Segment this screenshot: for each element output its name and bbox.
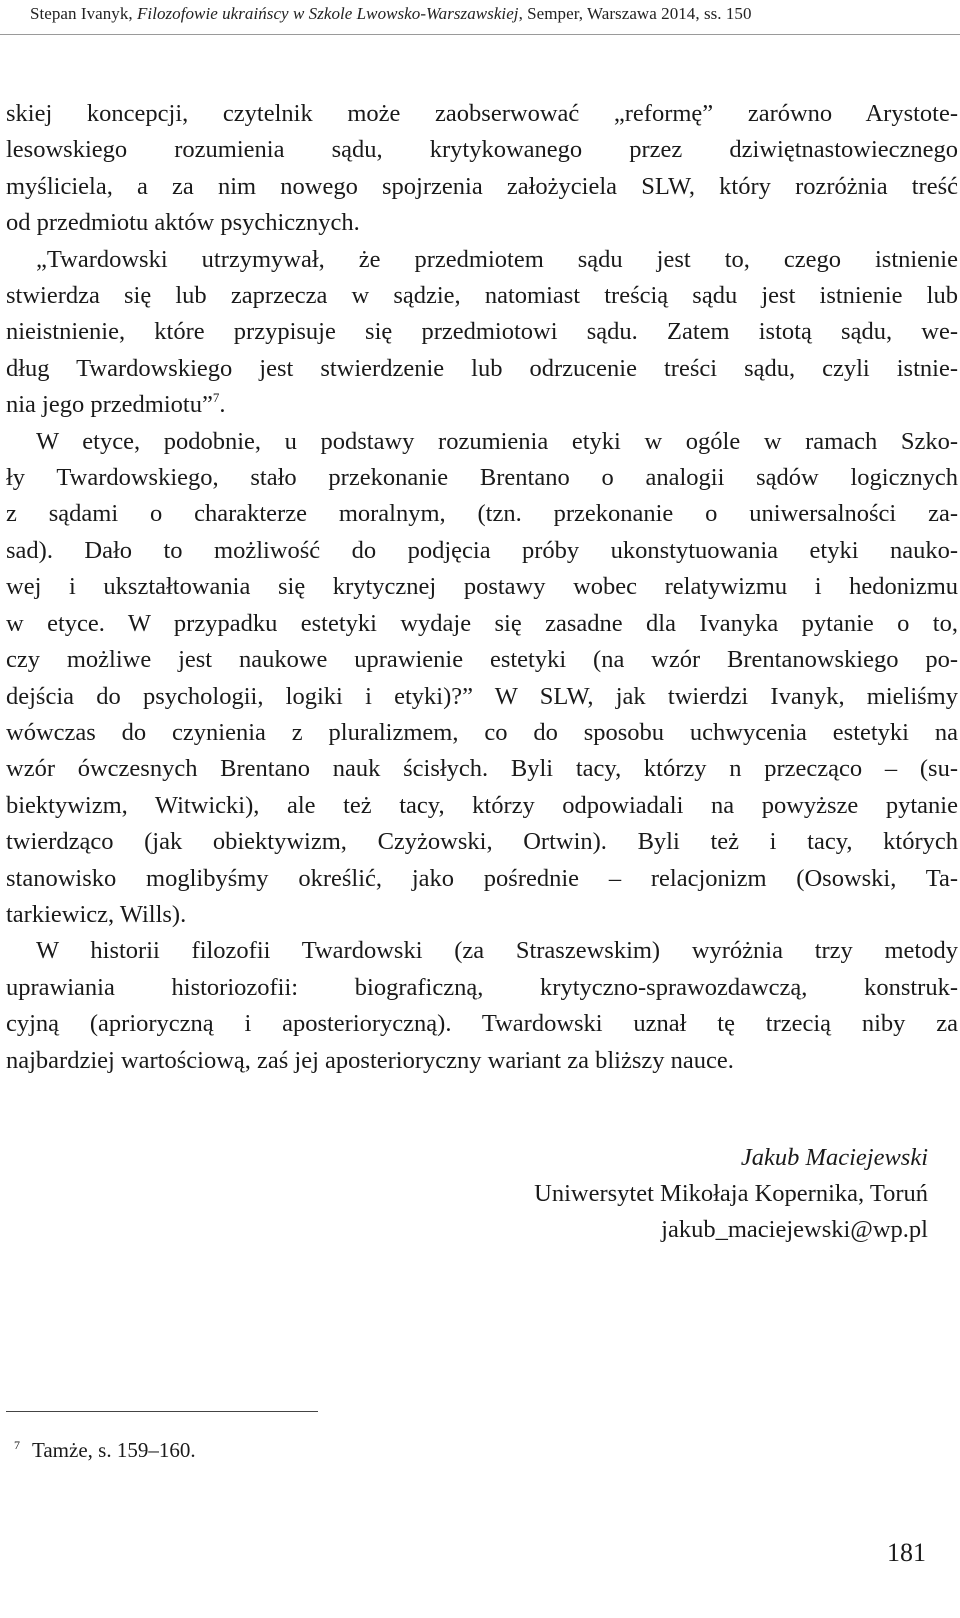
sentence-end: . [219,391,226,419]
text-line: wej i ukształtowania się krytycznej postawy wobec relatywizmu i hedonizmu [6,573,958,601]
text-line: tarkiewicz, Wills). [6,900,187,928]
text-line: W historii filozofii Twardowski (za Straszewskim) wyróżnia trzy metody [36,937,958,965]
text-line: wówczas do czynienia z pluralizmem, co do sposobu uchwycenia estetyki na [6,718,958,746]
text-line: dług Twardowskiego jest stwierdzenie lub odrzucenie treści sądu, czyli istnie- [6,354,958,382]
page-number: 181 [887,1538,926,1567]
text-line-with-footnote [6,387,958,423]
header-author: Stepan Ivanyk, [30,4,137,23]
author-affiliation: Uniwersytet Mikołaja Kopernika, Toruń [534,1180,928,1207]
text-line: cyjną (aprioryczną i aposterioryczną). Twardowski uznał tę trzecią niby za [6,1010,958,1038]
text-line: stwierdza się lub zaprzecza w sądzie, natomiast treścią sądu jest istnienie lub [6,282,958,310]
text-line: najbardziej wartościową, zaś jej aposterioryczny wariant za bliższy nauce. [6,1046,734,1074]
main-text [6,96,958,1079]
text-line: uprawiania historiozofii: biograficzną, krytyczno-sprawozdawczą, konstruk- [6,973,958,1001]
text-line: „Twardowski utrzymywał, że przedmiotem sądu jest to, czego istnienie [36,245,958,273]
footnote-separator [6,1411,318,1412]
text-line: wzór ówczesnych Brentano nauk ścisłych. Byli tacy, którzy n przecząco – (su- [6,755,958,783]
header-publication-info: , Semper, Warszawa 2014, ss. 150 [518,4,752,23]
author-name: Jakub Maciejewski [740,1144,928,1171]
header-book-title: Filozofowie ukraińscy w Szkole Lwowsko-Warszawskiej [136,4,519,23]
text-line: twierdząco (jak obiektywizm, Czyżowski, Ortwin). Byli też i tacy, których [6,828,958,856]
text-line: z sądami o charakterze moralnym, (tzn. przekonanie o uniwersalności za- [6,500,958,528]
text-line: w etyce. W przypadku estetyki wydaje się zasadne dla Ivanyka pytanie o to, [6,609,958,637]
paragraph [6,424,958,934]
paragraph [6,933,958,1079]
header-citation [30,4,950,24]
author-signature [534,1140,928,1248]
paragraph [6,96,958,242]
text-line: od przedmiotu aktów psychicznych. [6,209,360,237]
footnote-number: 7 [14,1438,20,1452]
running-header [0,0,960,35]
text-line: lesowskiego rozumienia sądu, krytykowanego przez dziwiętnastowiecznego [6,136,958,164]
paragraph [6,242,958,424]
text-line: dejścia do psychologii, logiki i etyki)?” W SLW, jak twierdzi Ivanyk, mieliśmy [6,682,958,710]
text-line: nieistnienie, które przypisuje się przedmiotowi sądu. Zatem istotą sądu, we- [6,318,958,346]
text-line: nia jego przedmiotu” [6,391,213,419]
text-line: myśliciela, a za nim nowego spojrzenia założyciela SLW, który rozróżnia treść [6,172,958,200]
text-line: biektywizm, Witwicki), ale też tacy, którzy odpowiadali na powyższe pytanie [6,791,958,819]
text-line: ły Twardowskiego, stało przekonanie Brentano o analogii sądów logicznych [6,464,958,492]
text-line: czy możliwe jest naukowe uprawienie estetyki (na wzór Brentanowskiego po- [6,646,958,674]
text-line: W etyce, podobnie, u podstawy rozumienia etyki w ogóle w ramach Szko- [36,427,958,455]
author-email[interactable]: jakub_maciejewski@wp.pl [661,1216,928,1243]
footnote-text: Tamże, s. 159–160. [32,1438,196,1462]
text-line: skiej koncepcji, czytelnik może zaobserwować „reformę” zarówno Arystote- [6,100,958,127]
footnote [14,1438,196,1463]
text-line: stanowisko moglibyśmy określić, jako pośrednie – relacjonizm (Osowski, Ta- [6,864,958,892]
text-line: sad). Dało to możliwość do podjęcia próby ukonstytuowania etyki nauko- [6,536,958,564]
footnote-reference[interactable]: 7 [212,390,220,406]
